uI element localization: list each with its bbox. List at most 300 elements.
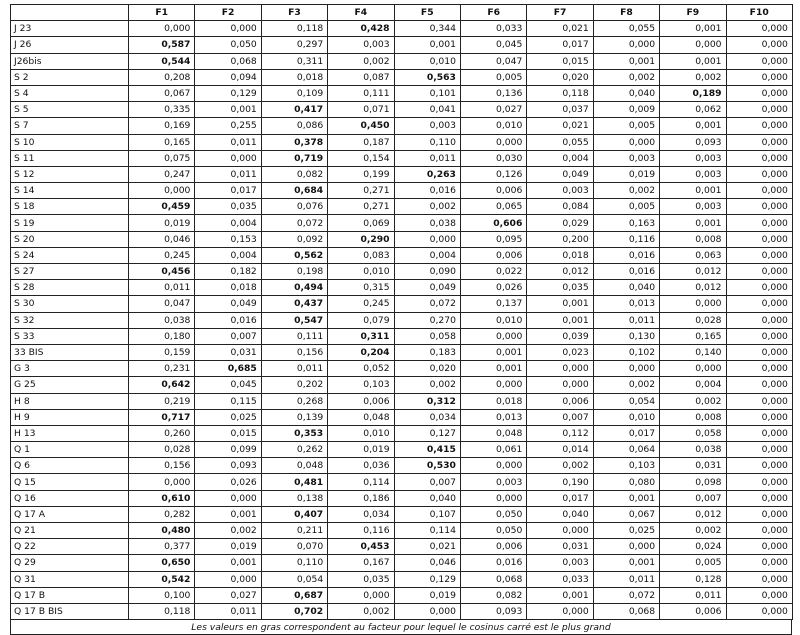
value-cell: 0,315 bbox=[328, 280, 394, 296]
value-cell: 0,130 bbox=[593, 328, 659, 344]
table-row bbox=[11, 587, 793, 603]
value-cell: 0,111 bbox=[328, 85, 394, 101]
value-cell: 0,000 bbox=[726, 571, 792, 587]
row-label: H 13 bbox=[11, 425, 129, 441]
value-cell: 0,199 bbox=[328, 166, 394, 182]
value-cell: 0,040 bbox=[394, 490, 460, 506]
value-cell: 0,023 bbox=[527, 344, 593, 360]
value-cell: 0,000 bbox=[726, 69, 792, 85]
value-cell: 0,003 bbox=[328, 37, 394, 53]
value-cell: 0,000 bbox=[726, 425, 792, 441]
value-cell: 0,002 bbox=[593, 69, 659, 85]
row-label: Q 17 B bbox=[11, 587, 129, 603]
value-cell: 0,112 bbox=[527, 425, 593, 441]
value-cell: 0,000 bbox=[460, 490, 526, 506]
value-cell: 0,019 bbox=[129, 215, 195, 231]
value-cell: 0,013 bbox=[460, 409, 526, 425]
table-row bbox=[11, 409, 793, 425]
column-header-f5: F5 bbox=[394, 5, 460, 21]
value-cell: 0,000 bbox=[726, 166, 792, 182]
value-cell: 0,010 bbox=[328, 425, 394, 441]
value-cell: 0,033 bbox=[460, 21, 526, 37]
value-cell: 0,000 bbox=[460, 377, 526, 393]
value-cell: 0,035 bbox=[195, 199, 261, 215]
value-cell: 0,090 bbox=[394, 264, 460, 280]
value-cell: 0,034 bbox=[328, 506, 394, 522]
value-cell: 0,040 bbox=[527, 506, 593, 522]
value-cell: 0,093 bbox=[460, 603, 526, 619]
column-header-f2: F2 bbox=[195, 5, 261, 21]
value-cell: 0,000 bbox=[660, 296, 726, 312]
value-cell: 0,005 bbox=[460, 69, 526, 85]
value-cell: 0,007 bbox=[660, 490, 726, 506]
value-cell: 0,002 bbox=[394, 199, 460, 215]
table-row bbox=[11, 361, 793, 377]
value-cell: 0,050 bbox=[460, 506, 526, 522]
column-header-f9: F9 bbox=[660, 5, 726, 21]
value-cell: 0,114 bbox=[394, 523, 460, 539]
value-cell: 0,140 bbox=[660, 344, 726, 360]
value-cell: 0,010 bbox=[328, 264, 394, 280]
value-cell: 0,000 bbox=[394, 231, 460, 247]
value-cell: 0,027 bbox=[460, 102, 526, 118]
value-cell-max: 0,480 bbox=[129, 523, 195, 539]
value-cell: 0,156 bbox=[129, 458, 195, 474]
value-cell: 0,000 bbox=[726, 85, 792, 101]
value-cell: 0,260 bbox=[129, 425, 195, 441]
table-row bbox=[11, 264, 793, 280]
value-cell: 0,008 bbox=[660, 409, 726, 425]
value-cell: 0,007 bbox=[527, 409, 593, 425]
value-cell: 0,016 bbox=[593, 247, 659, 263]
value-cell: 0,000 bbox=[460, 328, 526, 344]
value-cell: 0,038 bbox=[394, 215, 460, 231]
value-cell: 0,013 bbox=[593, 296, 659, 312]
value-cell: 0,000 bbox=[726, 506, 792, 522]
value-cell: 0,000 bbox=[726, 280, 792, 296]
value-cell: 0,000 bbox=[527, 603, 593, 619]
value-cell: 0,000 bbox=[726, 442, 792, 458]
value-cell: 0,335 bbox=[129, 102, 195, 118]
value-cell: 0,011 bbox=[195, 166, 261, 182]
value-cell: 0,022 bbox=[460, 264, 526, 280]
value-cell: 0,000 bbox=[726, 183, 792, 199]
row-label: S 12 bbox=[11, 166, 129, 182]
value-cell: 0,011 bbox=[195, 134, 261, 150]
value-cell: 0,030 bbox=[460, 150, 526, 166]
value-cell: 0,024 bbox=[660, 539, 726, 555]
value-cell: 0,000 bbox=[726, 37, 792, 53]
value-cell: 0,002 bbox=[394, 377, 460, 393]
row-label: J 23 bbox=[11, 21, 129, 37]
table-row bbox=[11, 199, 793, 215]
value-cell-max: 0,353 bbox=[261, 425, 327, 441]
value-cell: 0,075 bbox=[129, 150, 195, 166]
value-cell: 0,000 bbox=[726, 377, 792, 393]
column-header-f7: F7 bbox=[527, 5, 593, 21]
value-cell: 0,000 bbox=[593, 134, 659, 150]
value-cell: 0,037 bbox=[527, 102, 593, 118]
value-cell: 0,006 bbox=[460, 539, 526, 555]
value-cell: 0,046 bbox=[394, 555, 460, 571]
value-cell: 0,186 bbox=[328, 490, 394, 506]
value-cell-max: 0,312 bbox=[394, 393, 460, 409]
value-cell: 0,070 bbox=[261, 539, 327, 555]
value-cell: 0,136 bbox=[460, 85, 526, 101]
value-cell: 0,055 bbox=[593, 21, 659, 37]
table-row bbox=[11, 539, 793, 555]
table-row bbox=[11, 377, 793, 393]
value-cell: 0,031 bbox=[195, 344, 261, 360]
value-cell: 0,040 bbox=[593, 280, 659, 296]
value-cell: 0,000 bbox=[726, 102, 792, 118]
table-body bbox=[11, 21, 793, 620]
value-cell: 0,068 bbox=[460, 571, 526, 587]
value-cell: 0,005 bbox=[593, 199, 659, 215]
value-cell: 0,000 bbox=[726, 296, 792, 312]
value-cell: 0,007 bbox=[195, 328, 261, 344]
value-cell: 0,000 bbox=[726, 539, 792, 555]
value-cell: 0,018 bbox=[527, 247, 593, 263]
value-cell: 0,058 bbox=[394, 328, 460, 344]
squared-cosine-table bbox=[10, 4, 793, 620]
value-cell: 0,001 bbox=[527, 587, 593, 603]
value-cell: 0,011 bbox=[593, 312, 659, 328]
value-cell: 0,092 bbox=[261, 231, 327, 247]
column-header-f1: F1 bbox=[129, 5, 195, 21]
table-row bbox=[11, 312, 793, 328]
value-cell: 0,211 bbox=[261, 523, 327, 539]
value-cell: 0,182 bbox=[195, 264, 261, 280]
value-cell: 0,200 bbox=[527, 231, 593, 247]
row-label: S 24 bbox=[11, 247, 129, 263]
value-cell: 0,046 bbox=[129, 231, 195, 247]
value-cell: 0,377 bbox=[129, 539, 195, 555]
value-cell: 0,137 bbox=[460, 296, 526, 312]
value-cell: 0,198 bbox=[261, 264, 327, 280]
value-cell: 0,068 bbox=[195, 53, 261, 69]
table-row bbox=[11, 571, 793, 587]
value-cell: 0,000 bbox=[527, 523, 593, 539]
value-cell: 0,034 bbox=[394, 409, 460, 425]
row-label: S 10 bbox=[11, 134, 129, 150]
value-cell: 0,002 bbox=[195, 523, 261, 539]
value-cell: 0,118 bbox=[527, 85, 593, 101]
value-cell-max: 0,450 bbox=[328, 118, 394, 134]
column-header-f6: F6 bbox=[460, 5, 526, 21]
value-cell: 0,001 bbox=[460, 344, 526, 360]
value-cell: 0,005 bbox=[660, 555, 726, 571]
table-row bbox=[11, 150, 793, 166]
value-cell: 0,000 bbox=[660, 37, 726, 53]
value-cell: 0,118 bbox=[261, 21, 327, 37]
value-cell: 0,139 bbox=[261, 409, 327, 425]
table-row bbox=[11, 458, 793, 474]
value-cell: 0,128 bbox=[660, 571, 726, 587]
value-cell: 0,000 bbox=[726, 409, 792, 425]
value-cell: 0,048 bbox=[460, 425, 526, 441]
value-cell-max: 0,530 bbox=[394, 458, 460, 474]
table-row bbox=[11, 425, 793, 441]
table-row bbox=[11, 296, 793, 312]
value-cell: 0,165 bbox=[129, 134, 195, 150]
value-cell: 0,000 bbox=[726, 247, 792, 263]
value-cell: 0,000 bbox=[129, 21, 195, 37]
value-cell: 0,111 bbox=[261, 328, 327, 344]
value-cell-max: 0,685 bbox=[195, 361, 261, 377]
value-cell: 0,154 bbox=[328, 150, 394, 166]
table-row bbox=[11, 442, 793, 458]
value-cell: 0,004 bbox=[195, 247, 261, 263]
value-cell: 0,000 bbox=[195, 490, 261, 506]
value-cell: 0,012 bbox=[527, 264, 593, 280]
value-cell: 0,061 bbox=[460, 442, 526, 458]
value-cell: 0,033 bbox=[527, 571, 593, 587]
row-label: S 20 bbox=[11, 231, 129, 247]
value-cell: 0,219 bbox=[129, 393, 195, 409]
value-cell: 0,011 bbox=[261, 361, 327, 377]
value-cell: 0,020 bbox=[394, 361, 460, 377]
value-cell: 0,041 bbox=[394, 102, 460, 118]
value-cell: 0,072 bbox=[261, 215, 327, 231]
value-cell: 0,002 bbox=[660, 69, 726, 85]
value-cell: 0,021 bbox=[527, 118, 593, 134]
column-header-f8: F8 bbox=[593, 5, 659, 21]
value-cell: 0,000 bbox=[527, 377, 593, 393]
value-cell: 0,001 bbox=[660, 53, 726, 69]
value-cell: 0,001 bbox=[460, 361, 526, 377]
value-cell: 0,000 bbox=[726, 53, 792, 69]
value-cell-max: 0,606 bbox=[460, 215, 526, 231]
row-label: S 14 bbox=[11, 183, 129, 199]
table-row bbox=[11, 53, 793, 69]
value-cell: 0,026 bbox=[195, 474, 261, 490]
value-cell: 0,000 bbox=[527, 361, 593, 377]
value-cell: 0,010 bbox=[593, 409, 659, 425]
value-cell: 0,049 bbox=[527, 166, 593, 182]
value-cell: 0,202 bbox=[261, 377, 327, 393]
value-cell: 0,017 bbox=[593, 425, 659, 441]
value-cell-max: 0,417 bbox=[261, 102, 327, 118]
table-row bbox=[11, 555, 793, 571]
value-cell: 0,099 bbox=[195, 442, 261, 458]
value-cell: 0,031 bbox=[660, 458, 726, 474]
table-caption: Les valeurs en gras correspondent au facteur pour lequel le cosinus carré est le plus grand bbox=[10, 620, 792, 635]
value-cell: 0,000 bbox=[726, 264, 792, 280]
value-cell: 0,110 bbox=[261, 555, 327, 571]
value-cell: 0,002 bbox=[328, 603, 394, 619]
value-cell-max: 0,428 bbox=[328, 21, 394, 37]
row-label: G 3 bbox=[11, 361, 129, 377]
value-cell: 0,004 bbox=[195, 215, 261, 231]
value-cell: 0,027 bbox=[195, 587, 261, 603]
value-cell: 0,012 bbox=[660, 506, 726, 522]
value-cell: 0,000 bbox=[726, 312, 792, 328]
row-label: S 19 bbox=[11, 215, 129, 231]
table-row bbox=[11, 280, 793, 296]
value-cell: 0,054 bbox=[261, 571, 327, 587]
table-row bbox=[11, 215, 793, 231]
value-cell: 0,019 bbox=[394, 587, 460, 603]
value-cell: 0,017 bbox=[527, 490, 593, 506]
value-cell: 0,268 bbox=[261, 393, 327, 409]
value-cell: 0,067 bbox=[593, 506, 659, 522]
value-cell: 0,271 bbox=[328, 183, 394, 199]
value-cell: 0,002 bbox=[593, 377, 659, 393]
table-row bbox=[11, 247, 793, 263]
value-cell: 0,038 bbox=[660, 442, 726, 458]
value-cell: 0,000 bbox=[195, 21, 261, 37]
value-cell: 0,018 bbox=[195, 280, 261, 296]
value-cell: 0,156 bbox=[261, 344, 327, 360]
value-cell: 0,103 bbox=[328, 377, 394, 393]
value-cell: 0,262 bbox=[261, 442, 327, 458]
value-cell: 0,138 bbox=[261, 490, 327, 506]
table-row bbox=[11, 328, 793, 344]
value-cell: 0,035 bbox=[328, 571, 394, 587]
row-label: 33 BIS bbox=[11, 344, 129, 360]
value-cell: 0,003 bbox=[527, 555, 593, 571]
value-cell: 0,000 bbox=[593, 539, 659, 555]
value-cell-max: 0,610 bbox=[129, 490, 195, 506]
value-cell: 0,048 bbox=[328, 409, 394, 425]
value-cell: 0,114 bbox=[328, 474, 394, 490]
value-cell-max: 0,263 bbox=[394, 166, 460, 182]
value-cell-max: 0,684 bbox=[261, 183, 327, 199]
value-cell: 0,282 bbox=[129, 506, 195, 522]
value-cell-max: 0,456 bbox=[129, 264, 195, 280]
value-cell: 0,067 bbox=[129, 85, 195, 101]
value-cell: 0,000 bbox=[726, 215, 792, 231]
table-row bbox=[11, 344, 793, 360]
value-cell: 0,072 bbox=[394, 296, 460, 312]
value-cell: 0,153 bbox=[195, 231, 261, 247]
value-cell-max: 0,378 bbox=[261, 134, 327, 150]
value-cell: 0,065 bbox=[460, 199, 526, 215]
row-label: Q 29 bbox=[11, 555, 129, 571]
value-cell: 0,039 bbox=[527, 328, 593, 344]
value-cell-max: 0,481 bbox=[261, 474, 327, 490]
value-cell: 0,004 bbox=[394, 247, 460, 263]
value-cell: 0,270 bbox=[394, 312, 460, 328]
value-cell-max: 0,407 bbox=[261, 506, 327, 522]
value-cell: 0,102 bbox=[593, 344, 659, 360]
value-cell: 0,169 bbox=[129, 118, 195, 134]
value-cell: 0,116 bbox=[328, 523, 394, 539]
value-cell: 0,071 bbox=[328, 102, 394, 118]
value-cell: 0,063 bbox=[660, 247, 726, 263]
value-cell: 0,255 bbox=[195, 118, 261, 134]
value-cell: 0,021 bbox=[527, 21, 593, 37]
value-cell-max: 0,437 bbox=[261, 296, 327, 312]
value-cell: 0,000 bbox=[726, 555, 792, 571]
value-cell: 0,183 bbox=[394, 344, 460, 360]
value-cell: 0,017 bbox=[195, 183, 261, 199]
row-label: S 33 bbox=[11, 328, 129, 344]
value-cell: 0,000 bbox=[726, 587, 792, 603]
value-cell: 0,040 bbox=[593, 85, 659, 101]
table-row bbox=[11, 490, 793, 506]
value-cell: 0,187 bbox=[328, 134, 394, 150]
value-cell: 0,028 bbox=[129, 442, 195, 458]
value-cell: 0,000 bbox=[726, 150, 792, 166]
table-row bbox=[11, 37, 793, 53]
value-cell: 0,126 bbox=[460, 166, 526, 182]
row-label: S 30 bbox=[11, 296, 129, 312]
value-cell: 0,072 bbox=[593, 587, 659, 603]
value-cell: 0,000 bbox=[726, 21, 792, 37]
row-label: Q 16 bbox=[11, 490, 129, 506]
value-cell: 0,247 bbox=[129, 166, 195, 182]
value-cell-max: 0,189 bbox=[660, 85, 726, 101]
value-cell-max: 0,204 bbox=[328, 344, 394, 360]
value-cell: 0,001 bbox=[593, 490, 659, 506]
row-label: S 7 bbox=[11, 118, 129, 134]
value-cell: 0,001 bbox=[660, 118, 726, 134]
value-cell: 0,018 bbox=[261, 69, 327, 85]
value-cell-max: 0,587 bbox=[129, 37, 195, 53]
value-cell: 0,054 bbox=[593, 393, 659, 409]
value-cell: 0,086 bbox=[261, 118, 327, 134]
value-cell: 0,344 bbox=[394, 21, 460, 37]
value-cell-max: 0,290 bbox=[328, 231, 394, 247]
value-cell: 0,058 bbox=[660, 425, 726, 441]
value-cell: 0,031 bbox=[527, 539, 593, 555]
row-label: H 9 bbox=[11, 409, 129, 425]
value-cell: 0,001 bbox=[195, 506, 261, 522]
value-cell-max: 0,717 bbox=[129, 409, 195, 425]
row-label: Q 17 A bbox=[11, 506, 129, 522]
value-cell: 0,000 bbox=[726, 490, 792, 506]
row-label: S 32 bbox=[11, 312, 129, 328]
value-cell: 0,012 bbox=[660, 264, 726, 280]
value-cell: 0,190 bbox=[527, 474, 593, 490]
value-cell: 0,083 bbox=[328, 247, 394, 263]
value-cell: 0,001 bbox=[660, 183, 726, 199]
value-cell: 0,000 bbox=[726, 118, 792, 134]
table-row bbox=[11, 166, 793, 182]
value-cell: 0,000 bbox=[129, 474, 195, 490]
table-row bbox=[11, 523, 793, 539]
value-cell-max: 0,547 bbox=[261, 312, 327, 328]
value-cell: 0,000 bbox=[460, 134, 526, 150]
value-cell: 0,082 bbox=[261, 166, 327, 182]
value-cell: 0,000 bbox=[195, 571, 261, 587]
table-row bbox=[11, 506, 793, 522]
cosine-table-container bbox=[10, 4, 792, 635]
value-cell-max: 0,642 bbox=[129, 377, 195, 393]
value-cell: 0,001 bbox=[660, 215, 726, 231]
value-cell: 0,012 bbox=[660, 280, 726, 296]
value-cell: 0,000 bbox=[726, 393, 792, 409]
value-cell: 0,025 bbox=[593, 523, 659, 539]
value-cell: 0,015 bbox=[527, 53, 593, 69]
value-cell: 0,050 bbox=[460, 523, 526, 539]
value-cell: 0,011 bbox=[394, 150, 460, 166]
table-row bbox=[11, 474, 793, 490]
value-cell: 0,008 bbox=[660, 231, 726, 247]
value-cell: 0,082 bbox=[460, 587, 526, 603]
column-header-f4: F4 bbox=[328, 5, 394, 21]
value-cell: 0,011 bbox=[660, 587, 726, 603]
row-label: S 2 bbox=[11, 69, 129, 85]
value-cell: 0,001 bbox=[593, 53, 659, 69]
value-cell: 0,021 bbox=[394, 539, 460, 555]
value-cell: 0,000 bbox=[394, 603, 460, 619]
row-label: G 25 bbox=[11, 377, 129, 393]
row-label: J 26 bbox=[11, 37, 129, 53]
row-label: S 27 bbox=[11, 264, 129, 280]
